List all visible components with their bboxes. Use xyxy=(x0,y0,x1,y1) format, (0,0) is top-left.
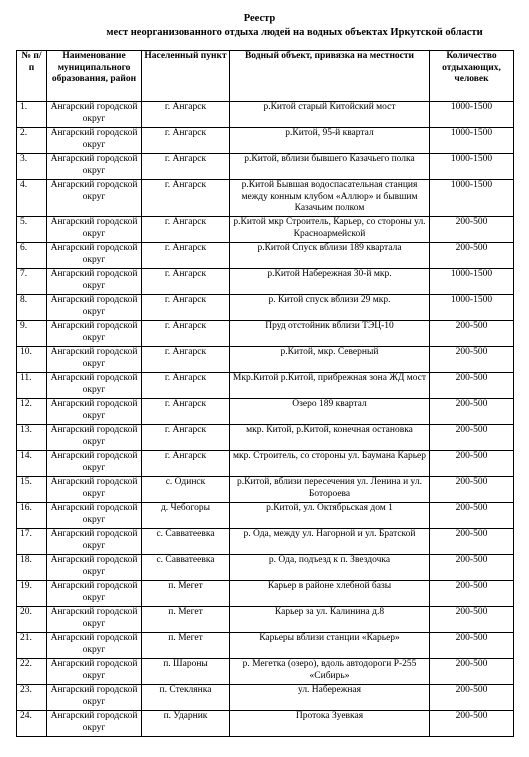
table-row xyxy=(17,425,514,451)
table-row xyxy=(17,217,514,243)
row-water-object: мкр. Строитель, со стороны ул. Баумана Карьер xyxy=(230,451,430,477)
table-row xyxy=(17,321,514,347)
table-row xyxy=(17,555,514,581)
row-water-object: р.Китой Набережная 30-й мкр. xyxy=(230,269,430,295)
row-municipality: Ангарский городской округ xyxy=(47,477,142,503)
row-visitors: 1000-1500 xyxy=(430,154,514,180)
row-visitors: 200-500 xyxy=(430,711,514,737)
row-settlement: с. Савватеевка xyxy=(142,555,230,581)
row-number: 2. xyxy=(17,128,47,154)
row-municipality: Ангарский городской округ xyxy=(47,399,142,425)
row-number: 14. xyxy=(17,451,47,477)
row-water-object: мкр. Китой, р.Китой, конечная остановка xyxy=(230,425,430,451)
row-settlement: п. Мегет xyxy=(142,633,230,659)
table-row xyxy=(17,581,514,607)
table-row xyxy=(17,711,514,737)
row-municipality: Ангарский городской округ xyxy=(47,243,142,269)
table-row xyxy=(17,295,514,321)
row-water-object: р. Ода, подъезд к п. Звездочка xyxy=(230,555,430,581)
header-number: № п/п xyxy=(17,51,47,102)
row-water-object: Карьеры вблизи станции «Карьер» xyxy=(230,633,430,659)
row-visitors: 1000-1500 xyxy=(430,180,514,217)
row-number: 5. xyxy=(17,217,47,243)
table-row xyxy=(17,180,514,217)
table-row xyxy=(17,451,514,477)
row-municipality: Ангарский городской округ xyxy=(47,373,142,399)
row-water-object: ул. Набережная xyxy=(230,685,430,711)
row-number: 16. xyxy=(17,503,47,529)
row-number: 6. xyxy=(17,243,47,269)
row-settlement: г. Ангарск xyxy=(142,347,230,373)
row-settlement: г. Ангарск xyxy=(142,154,230,180)
row-settlement: п. Мегет xyxy=(142,607,230,633)
row-number: 19. xyxy=(17,581,47,607)
row-settlement: г. Ангарск xyxy=(142,128,230,154)
table-row xyxy=(17,154,514,180)
row-municipality: Ангарский городской округ xyxy=(47,555,142,581)
row-visitors: 200-500 xyxy=(430,685,514,711)
row-settlement: г. Ангарск xyxy=(142,217,230,243)
row-visitors: 200-500 xyxy=(430,217,514,243)
table-row xyxy=(17,373,514,399)
table-row xyxy=(17,477,514,503)
row-settlement: г. Ангарск xyxy=(142,425,230,451)
row-number: 23. xyxy=(17,685,47,711)
row-water-object: р. Ода, между ул. Нагорной и ул. Братской xyxy=(230,529,430,555)
row-municipality: Ангарский городской округ xyxy=(47,128,142,154)
row-number: 11. xyxy=(17,373,47,399)
row-settlement: г. Ангарск xyxy=(142,180,230,217)
row-settlement: п. Ударник xyxy=(142,711,230,737)
table-header-row xyxy=(17,51,514,102)
row-water-object: Карьер в районе хлебной базы xyxy=(230,581,430,607)
row-municipality: Ангарский городской округ xyxy=(47,451,142,477)
row-number: 7. xyxy=(17,269,47,295)
row-visitors: 1000-1500 xyxy=(430,269,514,295)
row-municipality: Ангарский городской округ xyxy=(47,581,142,607)
header-water-object: Водный объект, привязка на местности xyxy=(230,51,430,102)
row-visitors: 200-500 xyxy=(430,451,514,477)
row-number: 10. xyxy=(17,347,47,373)
row-water-object: р.Китой старый Китойский мост xyxy=(230,102,430,128)
table-row xyxy=(17,128,514,154)
row-settlement: г. Ангарск xyxy=(142,451,230,477)
row-visitors: 200-500 xyxy=(430,581,514,607)
row-settlement: п. Стеклянка xyxy=(142,685,230,711)
table-row xyxy=(17,243,514,269)
row-visitors: 200-500 xyxy=(430,243,514,269)
row-number: 12. xyxy=(17,399,47,425)
row-visitors: 200-500 xyxy=(430,477,514,503)
row-visitors: 200-500 xyxy=(430,347,514,373)
table-body xyxy=(17,102,514,737)
row-visitors: 200-500 xyxy=(430,399,514,425)
header-settlement: Населенный пункт xyxy=(142,51,230,102)
row-visitors: 200-500 xyxy=(430,321,514,347)
row-visitors: 200-500 xyxy=(430,425,514,451)
row-water-object: р.Китой, 95-й квартал xyxy=(230,128,430,154)
row-municipality: Ангарский городской округ xyxy=(47,269,142,295)
row-municipality: Ангарский городской округ xyxy=(47,711,142,737)
row-number: 18. xyxy=(17,555,47,581)
row-number: 17. xyxy=(17,529,47,555)
table-row xyxy=(17,633,514,659)
row-municipality: Ангарский городской округ xyxy=(47,102,142,128)
row-visitors: 200-500 xyxy=(430,555,514,581)
row-municipality: Ангарский городской округ xyxy=(47,321,142,347)
row-visitors: 200-500 xyxy=(430,633,514,659)
table-row xyxy=(17,607,514,633)
row-visitors: 200-500 xyxy=(430,373,514,399)
row-municipality: Ангарский городской округ xyxy=(47,685,142,711)
row-visitors: 200-500 xyxy=(430,607,514,633)
row-water-object: Карьер за ул. Калинина д.8 xyxy=(230,607,430,633)
row-municipality: Ангарский городской округ xyxy=(47,180,142,217)
row-number: 13. xyxy=(17,425,47,451)
table-row xyxy=(17,659,514,685)
row-water-object: р.Китой, вблизи пересечения ул. Ленина и ул. Ботороева xyxy=(230,477,430,503)
registry-table xyxy=(16,50,514,737)
row-number: 21. xyxy=(17,633,47,659)
row-water-object: р.Китой, ул. Октябрьская дом 1 xyxy=(230,503,430,529)
row-settlement: г. Ангарск xyxy=(142,102,230,128)
row-settlement: г. Ангарск xyxy=(142,295,230,321)
row-water-object: р.Китой Бывшая водоспасательная станция между конным клубом «Аллюр» и бывшим Казачьим полком xyxy=(230,180,430,217)
header-municipality: Наименование муниципального образования, район xyxy=(47,51,142,102)
row-municipality: Ангарский городской округ xyxy=(47,633,142,659)
row-water-object: Протока Зуевкая xyxy=(230,711,430,737)
row-municipality: Ангарский городской округ xyxy=(47,347,142,373)
table-row xyxy=(17,347,514,373)
table-row xyxy=(17,685,514,711)
row-water-object: р.Китой мкр Строитель, Карьер, со стороны ул. Красноармейской xyxy=(230,217,430,243)
row-water-object: р. Мегетка (озеро), вдоль автодороги Р-255 «Сибирь» xyxy=(230,659,430,685)
row-number: 24. xyxy=(17,711,47,737)
row-water-object: р.Китой, вблизи бывшего Казачьего полка xyxy=(230,154,430,180)
row-number: 8. xyxy=(17,295,47,321)
row-settlement: с. Одинск xyxy=(142,477,230,503)
row-municipality: Ангарский городской округ xyxy=(47,659,142,685)
row-settlement: п. Мегет xyxy=(142,581,230,607)
row-municipality: Ангарский городской округ xyxy=(47,295,142,321)
table-row xyxy=(17,529,514,555)
row-water-object: р. Китой спуск вблизи 29 мкр. xyxy=(230,295,430,321)
row-visitors: 200-500 xyxy=(430,529,514,555)
row-visitors: 1000-1500 xyxy=(430,295,514,321)
document-title xyxy=(0,12,529,40)
row-settlement: г. Ангарск xyxy=(142,373,230,399)
title-line-1: Реестр xyxy=(243,13,276,24)
title-line-2: мест неорганизованного отдыха людей на водных объектах Иркутской области xyxy=(106,27,483,38)
row-municipality: Ангарский городской округ xyxy=(47,154,142,180)
row-visitors: 200-500 xyxy=(430,503,514,529)
row-water-object: Пруд отстойник вблизи ТЭЦ-10 xyxy=(230,321,430,347)
table-row xyxy=(17,399,514,425)
row-municipality: Ангарский городской округ xyxy=(47,425,142,451)
row-municipality: Ангарский городской округ xyxy=(47,529,142,555)
row-settlement: г. Ангарск xyxy=(142,243,230,269)
row-settlement: г. Ангарск xyxy=(142,399,230,425)
row-water-object: р.Китой, мкр. Северный xyxy=(230,347,430,373)
row-municipality: Ангарский городской округ xyxy=(47,217,142,243)
row-settlement: с. Савватеевка xyxy=(142,529,230,555)
row-visitors: 1000-1500 xyxy=(430,128,514,154)
row-settlement: г. Ангарск xyxy=(142,269,230,295)
row-settlement: п. Шароны xyxy=(142,659,230,685)
table-row xyxy=(17,503,514,529)
row-number: 20. xyxy=(17,607,47,633)
row-water-object: р.Китой Спуск вблизи 189 квартала xyxy=(230,243,430,269)
row-number: 3. xyxy=(17,154,47,180)
row-number: 15. xyxy=(17,477,47,503)
row-settlement: г. Ангарск xyxy=(142,321,230,347)
row-visitors: 200-500 xyxy=(430,659,514,685)
row-number: 4. xyxy=(17,180,47,217)
table-row xyxy=(17,269,514,295)
row-municipality: Ангарский городской округ xyxy=(47,607,142,633)
table-row xyxy=(17,102,514,128)
row-visitors: 1000-1500 xyxy=(430,102,514,128)
row-number: 9. xyxy=(17,321,47,347)
row-water-object: Озеро 189 квартал xyxy=(230,399,430,425)
row-number: 1. xyxy=(17,102,47,128)
row-number: 22. xyxy=(17,659,47,685)
header-visitors: Количество отдыхающих, человек xyxy=(430,51,514,102)
row-municipality: Ангарский городской округ xyxy=(47,503,142,529)
row-water-object: Мкр.Китой р.Китой, прибрежная зона ЖД мост xyxy=(230,373,430,399)
row-settlement: д. Чебогоры xyxy=(142,503,230,529)
